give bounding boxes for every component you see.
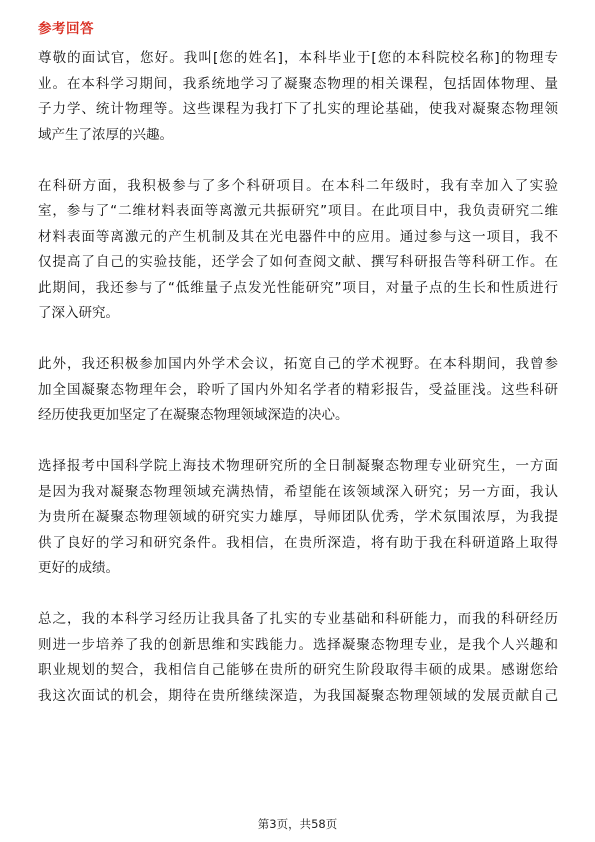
paragraph-gap xyxy=(38,148,558,174)
text-line: 此期间，我还参与了“低维量子点发光性能研究”项目，对量子点的生长和性质进行 xyxy=(38,279,558,296)
paragraph-gap xyxy=(38,429,558,455)
text-line: 是因为我对凝聚态物理领域充满热情，希望能在该领域深入研究；另一方面，我认 xyxy=(38,483,558,500)
paragraph-gap xyxy=(38,582,558,608)
answer-body xyxy=(38,46,558,709)
paragraph-gap xyxy=(38,327,558,353)
text-line: 尊敬的面试官，您好。我叫[您的姓名]，本科毕业于[您的本科院校名称]的物理专 xyxy=(38,50,558,66)
paragraph-conferences xyxy=(38,352,558,429)
text-line: 子力学、统计物理等。这些课程为我打下了扎实的理论基础，使我对凝聚态物理领 xyxy=(38,101,558,117)
text-line: 此外，我还积极参加国内外学术会议，拓宽自己的学术视野。在本科期间，我曾参 xyxy=(38,356,558,372)
section-heading: 参考回答 xyxy=(38,21,94,37)
text-line: 为贵所在凝聚态物理领域的研究实力雄厚，导师团队优秀，学术氛围浓厚，为我提 xyxy=(38,509,558,525)
text-line: 在科研方面，我积极参与了多个科研项目。在本科二年级时，我有幸加入了实验 xyxy=(38,177,558,194)
text-line: 材料表面等离激元的产生机制及其在光电器件中的应用。通过参与这一项目，我不 xyxy=(38,228,558,245)
text-line: 仅提高了自己的实验技能，还学会了如何查阅文献、撰写科研报告等科研工作。在 xyxy=(38,254,558,270)
text-line: 经历使我更加坚定了在凝聚态物理领域深造的决心。 xyxy=(38,407,349,423)
text-line: 了深入研究。 xyxy=(38,305,119,321)
text-line: 则进一步培养了我的创新思维和实践能力。选择凝聚态物理专业，是我个人兴趣和 xyxy=(38,636,558,653)
text-line: 加全国凝聚态物理年会，聆听了国内外知名学者的精彩报告，受益匪浅。这些科研 xyxy=(38,381,558,398)
paragraph-research xyxy=(38,174,558,327)
text-line: 更好的成绩。 xyxy=(38,560,119,576)
text-line: 室，参与了“二维材料表面等离激元共振研究”项目。在此项目中，我负责研究二维 xyxy=(38,203,558,219)
text-line: 供了良好的学习和研究条件。我相信，在贵所深造，将有助于我在科研道路上取得 xyxy=(38,534,558,551)
paragraph-motivation xyxy=(38,454,558,582)
text-line: 选择报考中国科学院上海技术物理研究所的全日制凝聚态物理专业研究生，一方面 xyxy=(38,458,558,474)
paragraph-introduction xyxy=(38,46,558,148)
text-line: 域产生了浓厚的兴趣。 xyxy=(38,126,173,143)
paragraph-conclusion xyxy=(38,607,558,709)
page-number: 第3页，共58页 xyxy=(257,817,338,831)
text-line: 业。在本科学习期间，我系统地学习了凝聚态物理的相关课程，包括固体物理、量 xyxy=(38,75,558,92)
text-line: 总之，我的本科学习经历让我具备了扎实的专业基础和科研能力，而我的科研经历 xyxy=(38,611,558,627)
text-line: 我这次面试的机会，期待在贵所继续深造，为我国凝聚态物理领域的发展贡献自己 xyxy=(38,687,558,704)
text-line: 职业规划的契合，我相信自己能够在贵所的研究生阶段取得丰硕的成果。感谢您给 xyxy=(38,662,558,678)
